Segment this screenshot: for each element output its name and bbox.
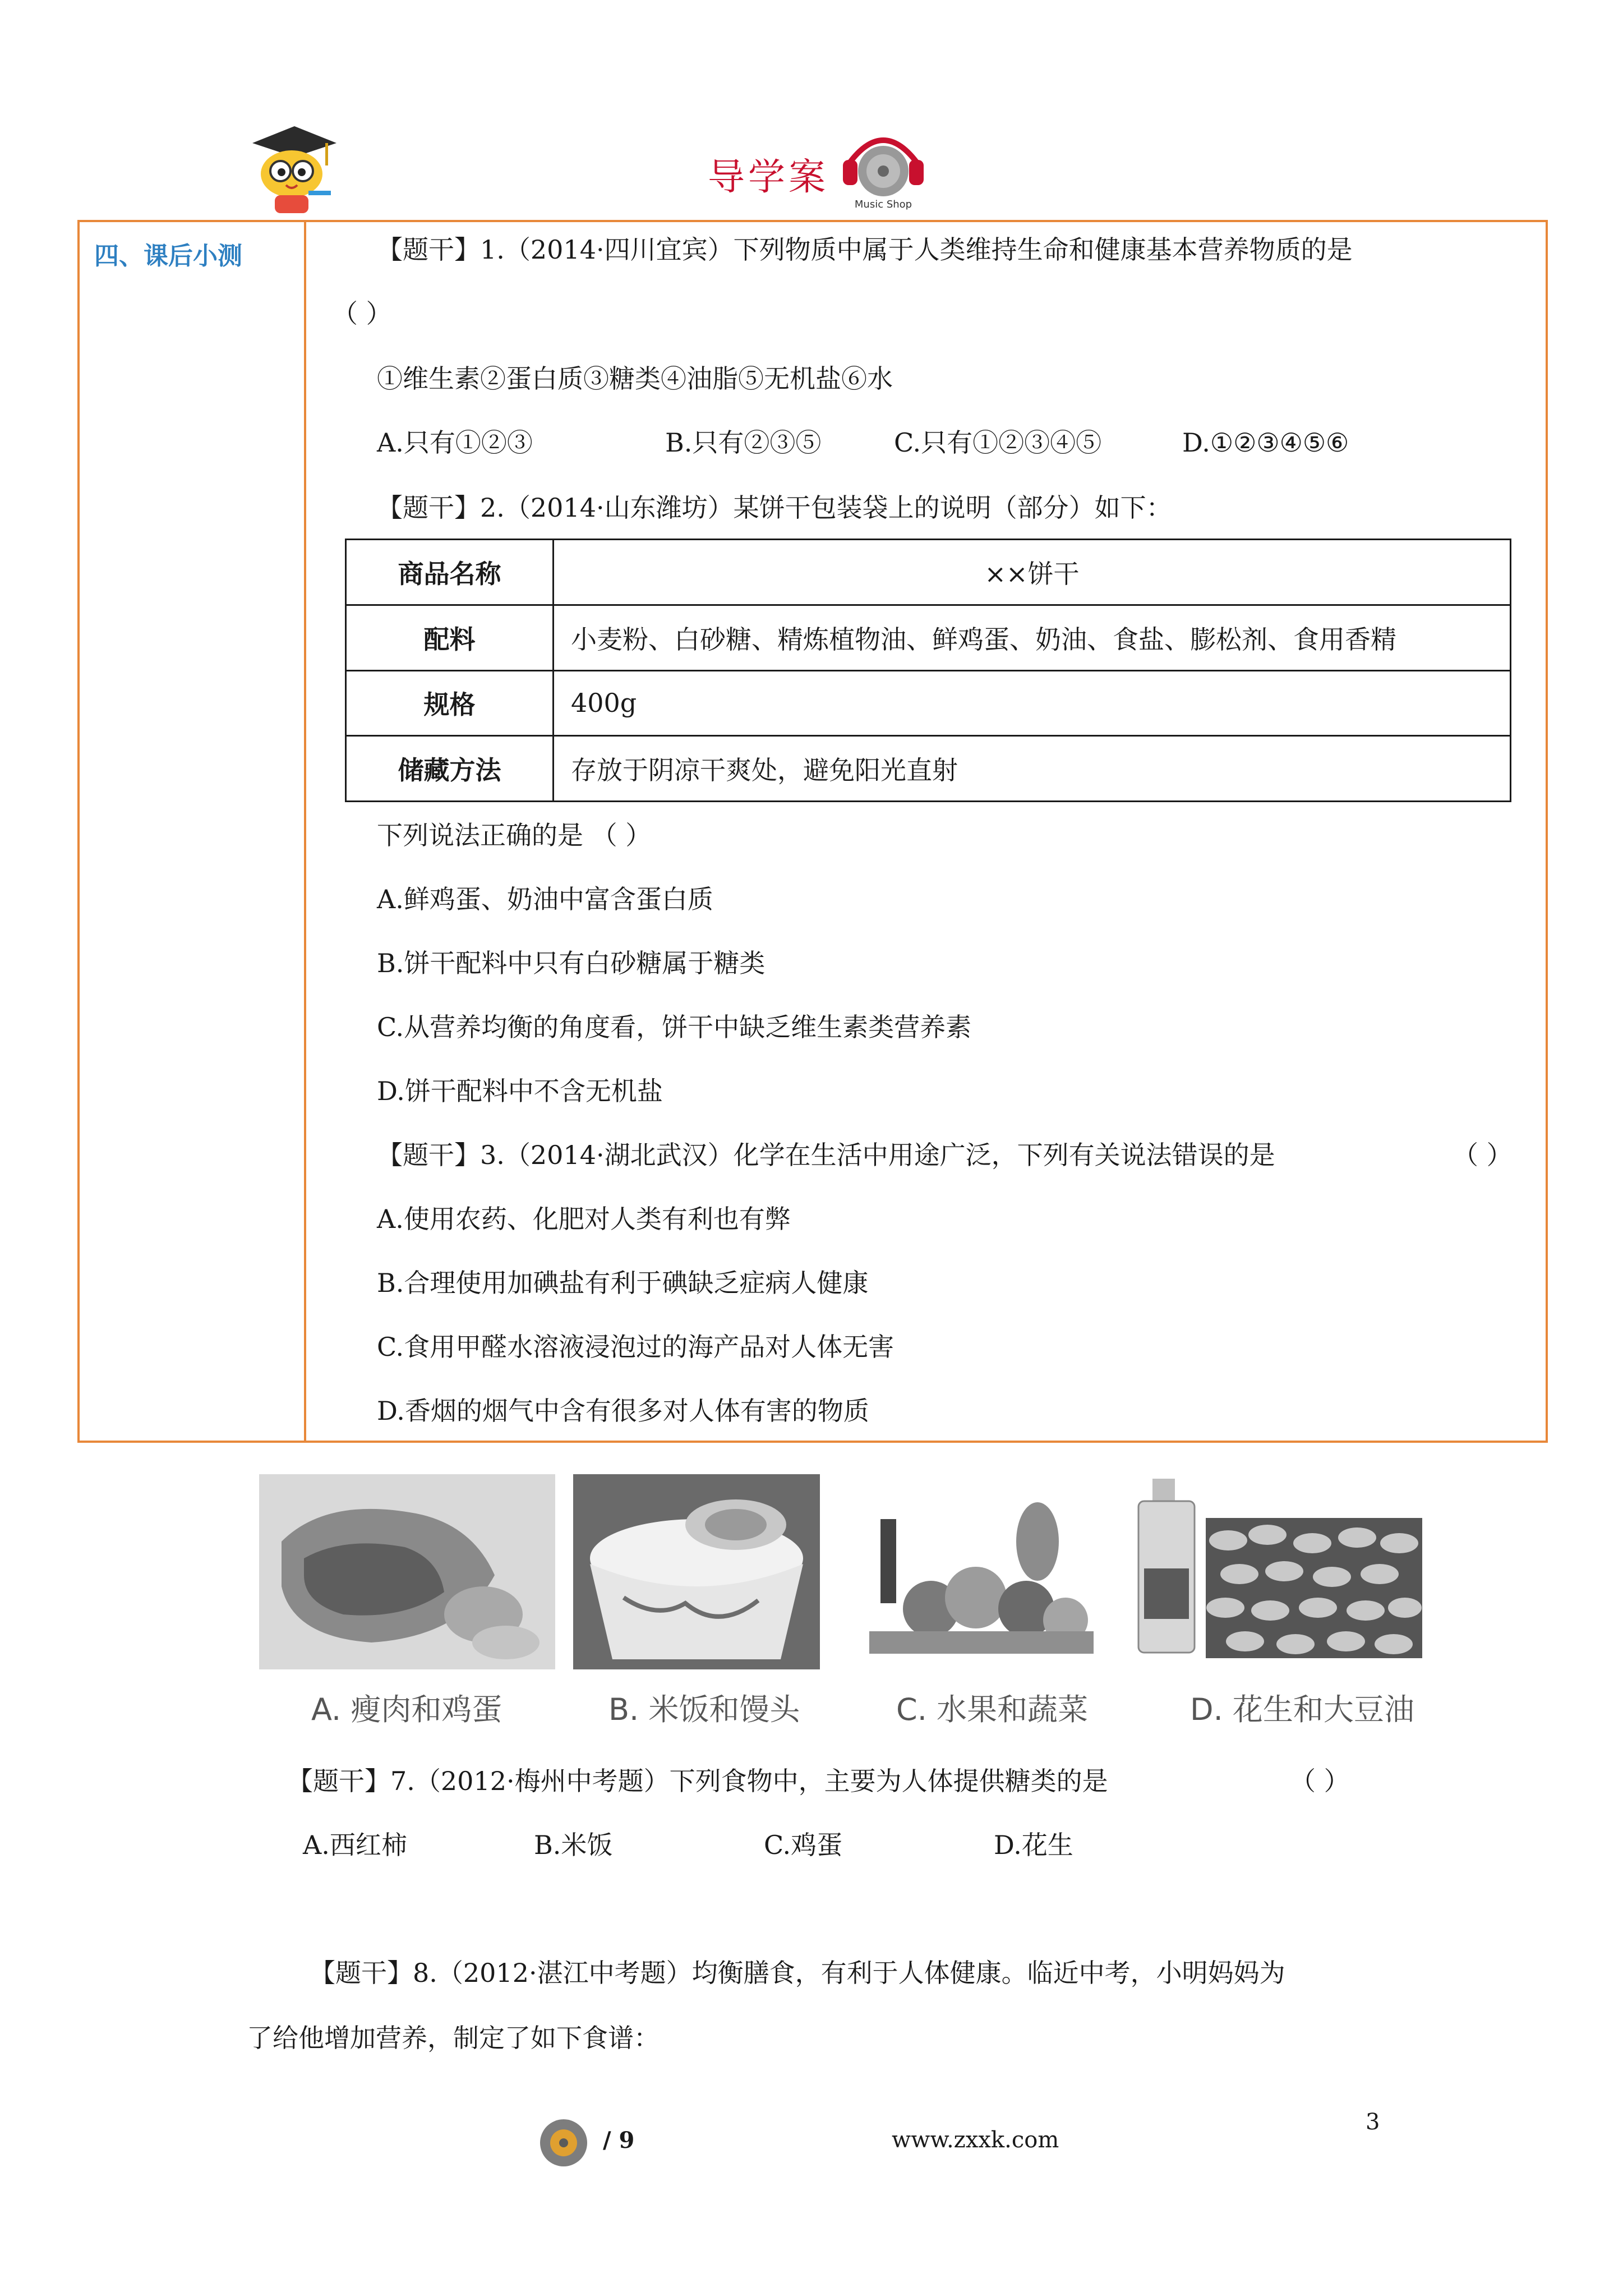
table-row <box>346 736 1511 802</box>
q2-stem: 【题干】2.（2014·山东潍坊）某饼干包装袋上的说明（部分）如下： <box>377 493 1172 523</box>
q2-option-b: B.饼干配料中只有白砂糖属于糖类 <box>377 948 766 978</box>
food-caption-c: C. 水果和蔬菜 <box>896 1692 1089 1727</box>
logo-text: Music Shop <box>854 199 912 210</box>
scholar-mascot-icon <box>241 118 342 219</box>
q2-question: 下列说法正确的是 （ ） <box>377 820 652 850</box>
q1-option-b: B.只有②③⑤ <box>665 427 822 458</box>
table-row <box>346 540 1511 605</box>
table-value: 小麦粉、白砂糖、精炼植物油、鲜鸡蛋、奶油、食盐、膨松剂、食用香精 <box>554 605 1511 670</box>
table-label: 配料 <box>346 605 554 670</box>
q1-stem: 【题干】1.（2014·四川宜宾）下列物质中属于人类维持生命和健康基本营养物质的是 <box>377 234 1353 265</box>
q3-option-d: D.香烟的烟气中含有很多对人体有害的物质 <box>377 1396 869 1426</box>
table-label: 储藏方法 <box>346 736 554 802</box>
q2-option-c: C.从营养均衡的角度看，饼干中缺乏维生素类营养素 <box>377 1012 972 1042</box>
q3-answer-paren: （ ） <box>1453 1140 1513 1170</box>
q8-stem-line2: 了给他增加营养，制定了如下食谱： <box>247 2023 660 2053</box>
biscuit-info-table <box>345 539 1511 802</box>
q2-option-a: A.鲜鸡蛋、奶油中富含蛋白质 <box>377 884 713 914</box>
q1-option-c: C.只有①②③④⑤ <box>894 427 1102 458</box>
fruit-vegetable-photo <box>864 1497 1099 1669</box>
q8-stem-line1: 【题干】8.（2012·湛江中考题）均衡膳食，有利于人体健康。临近中考，小明妈妈为 <box>310 1958 1285 1988</box>
food-caption-a: A. 瘦肉和鸡蛋 <box>311 1692 502 1727</box>
footer-page-total: / 9 <box>603 2127 635 2154</box>
footer-url[interactable]: www.zxxk.com <box>892 2127 1059 2153</box>
table-label: 商品名称 <box>346 540 554 605</box>
q3-option-c: C.食用甲醛水溶液浸泡过的海产品对人体无害 <box>377 1332 895 1362</box>
page-number: 3 <box>1366 2109 1380 2135</box>
q1-option-d: D.①②③④⑤⑥ <box>1182 427 1349 458</box>
section-frame <box>77 220 1548 1443</box>
q2-option-d: D.饼干配料中不含无机盐 <box>377 1076 663 1106</box>
rice-bowl-photo <box>573 1474 820 1669</box>
q3-stem: 【题干】3.（2014·湖北武汉）化学在生活中用途广泛，下列有关说法错误的是 <box>377 1140 1275 1170</box>
table-value: 400g <box>554 670 1511 736</box>
q7-stem: 【题干】7.（2012·梅州中考题）下列食物中，主要为人体提供糖类的是 <box>287 1766 1108 1796</box>
meat-egg-photo <box>259 1474 555 1669</box>
food-caption-d: D. 花生和大豆油 <box>1190 1692 1414 1727</box>
food-caption-b: B. 米饭和馒头 <box>608 1692 800 1727</box>
q1-answer-paren: （ ） <box>332 298 392 329</box>
q7-option-d: D.花生 <box>994 1830 1073 1860</box>
q7-option-b: B.米饭 <box>534 1830 613 1860</box>
q7-answer-paren: （ ） <box>1290 1766 1350 1796</box>
q1-items: ①维生素②蛋白质③糖类④油脂⑤无机盐⑥水 <box>377 364 893 394</box>
q3-option-b: B.合理使用加碘盐有利于碘缺乏症病人健康 <box>377 1268 869 1298</box>
table-value: 存放于阴凉干爽处，避免阳光直射 <box>554 736 1511 802</box>
music-disc-logo-icon <box>838 118 928 213</box>
peanut-oil-photo <box>1206 1518 1422 1658</box>
table-row <box>346 670 1511 736</box>
q1-option-a: A.只有①②③ <box>377 427 533 458</box>
q3-option-a: A.使用农药、化肥对人类有利也有弊 <box>377 1204 791 1234</box>
table-value: ××饼干 <box>554 540 1511 605</box>
section-divider <box>304 220 306 1443</box>
table-label: 规格 <box>346 670 554 736</box>
disc-icon <box>538 2118 589 2168</box>
oil-bottle-photo <box>1133 1473 1200 1658</box>
q7-option-c: C.鸡蛋 <box>764 1830 843 1860</box>
header-title: 导学案 <box>708 155 829 199</box>
q7-option-a: A.西红柿 <box>303 1830 407 1860</box>
table-row <box>346 605 1511 670</box>
section-label: 四、课后小测 <box>94 242 242 270</box>
